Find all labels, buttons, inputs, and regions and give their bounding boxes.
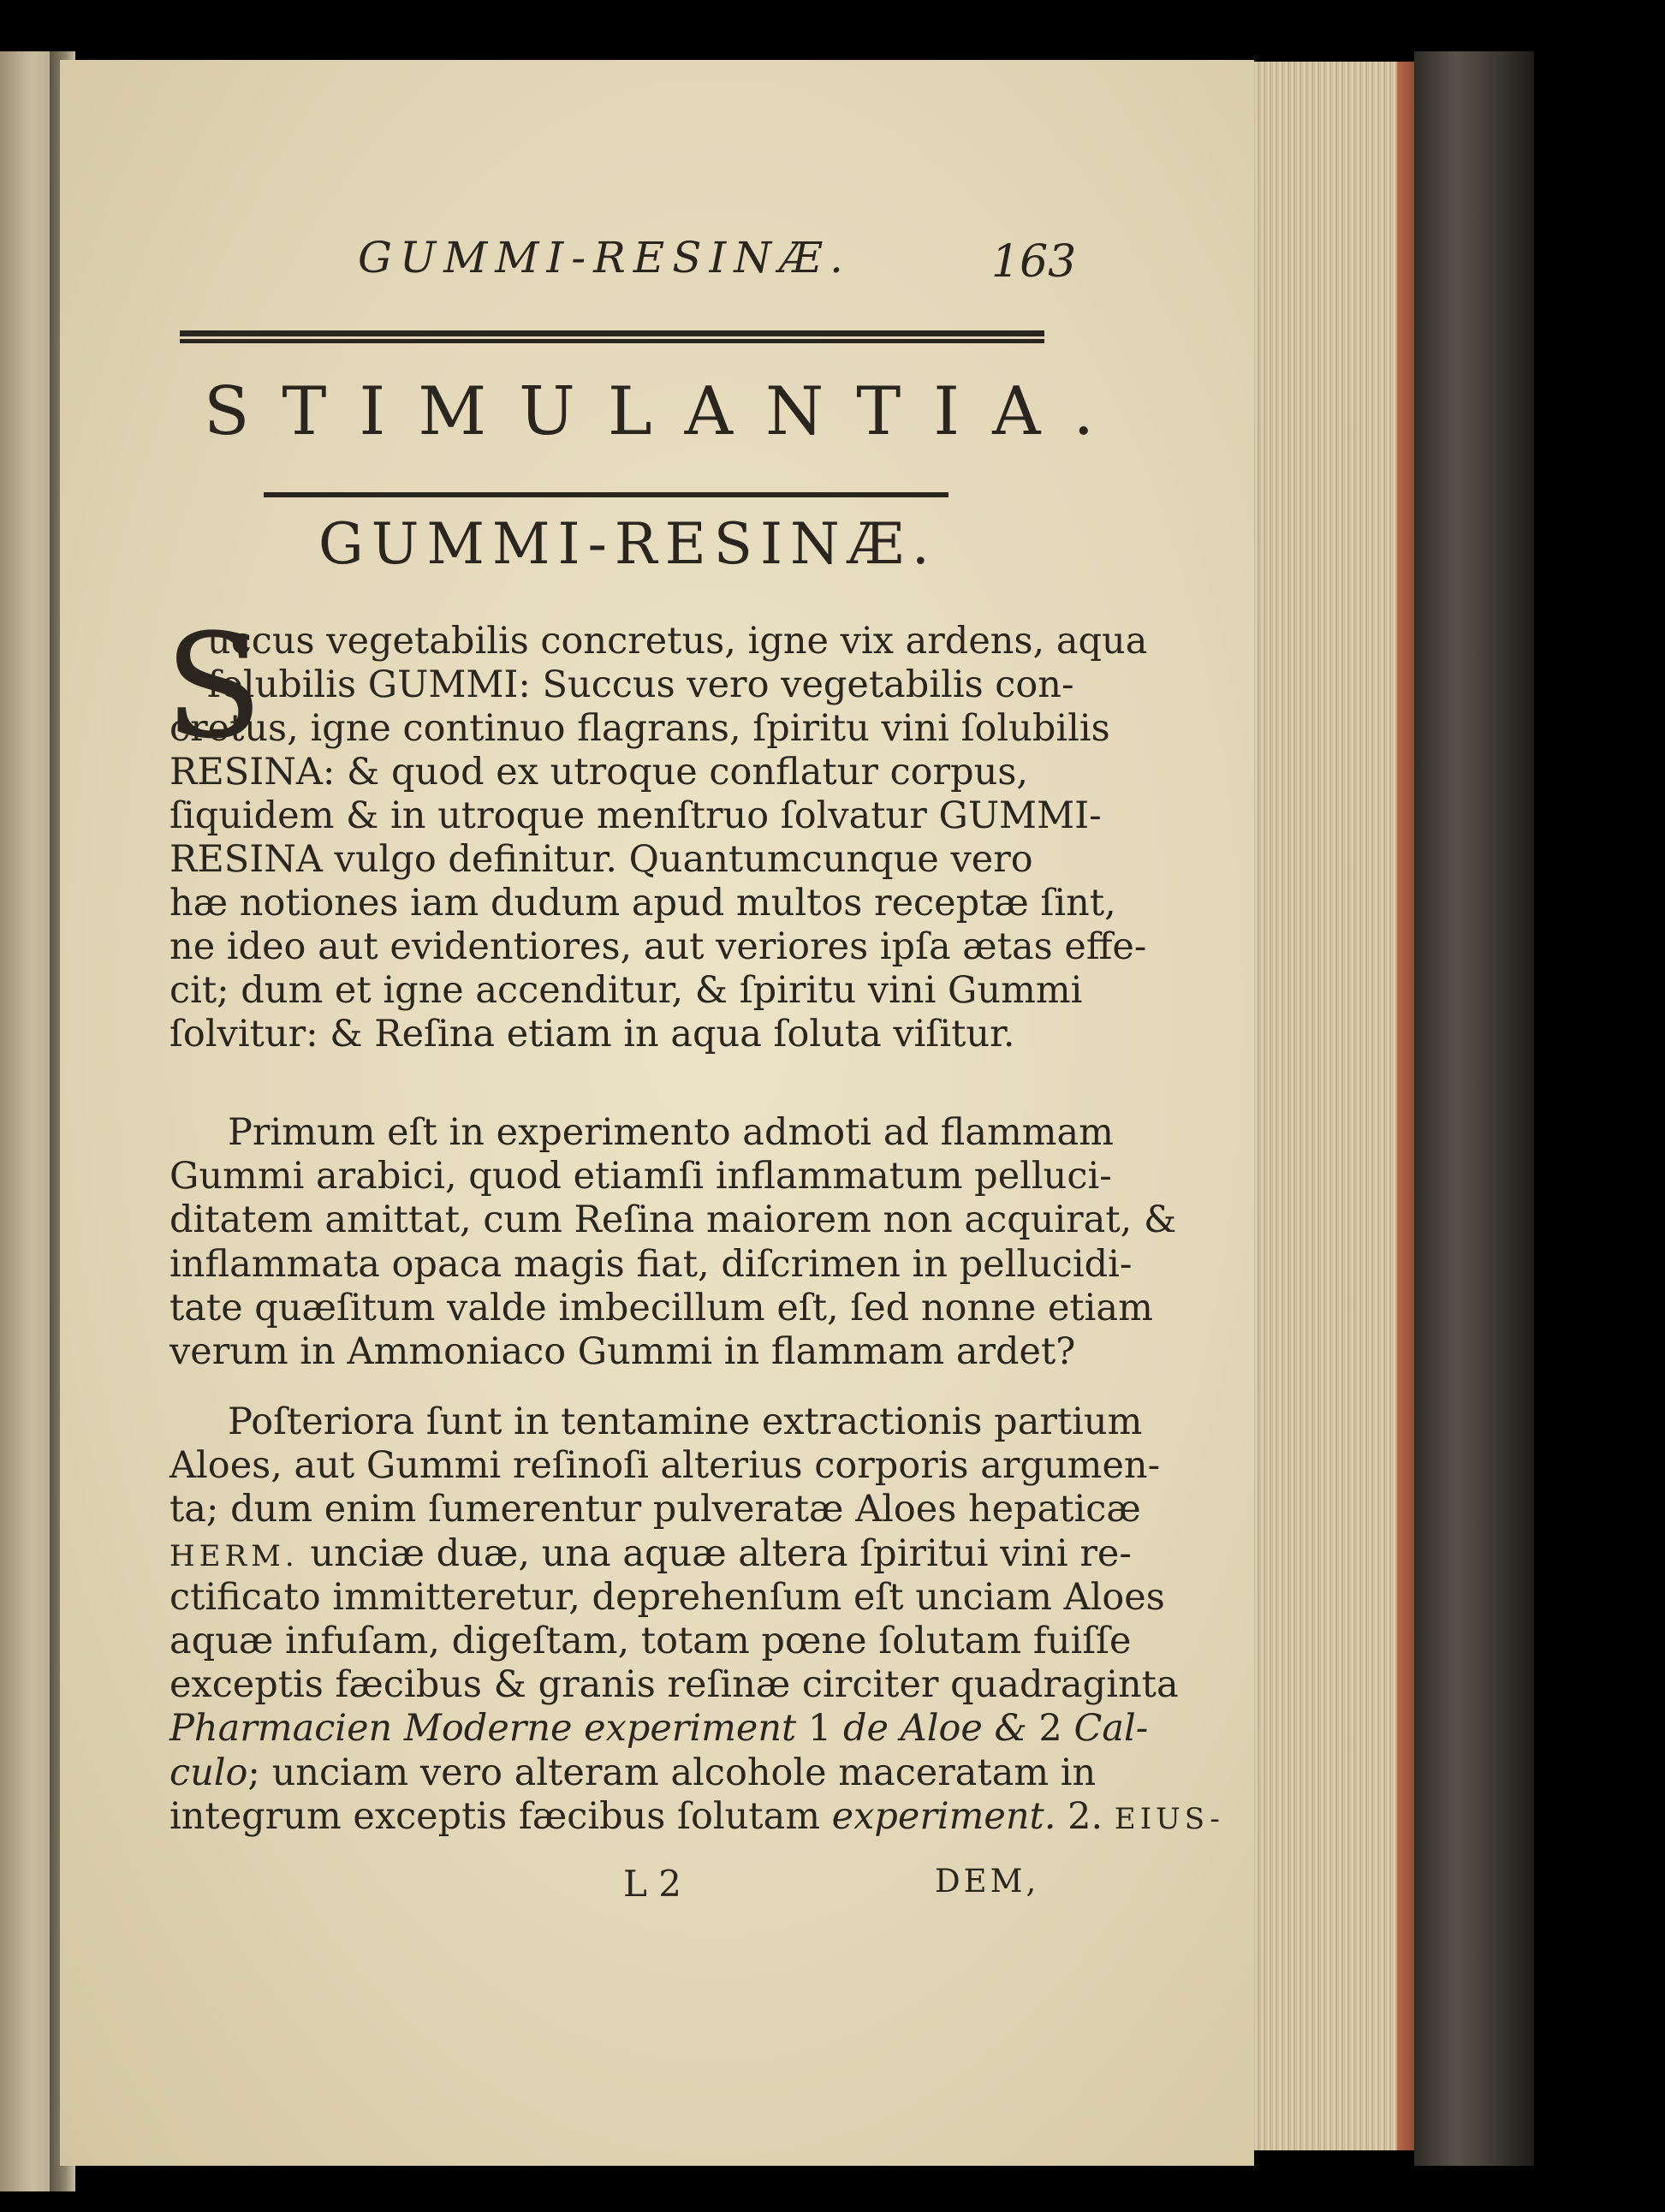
text-line: ditatem amittat, cum Reſina maiorem non acquirat, & — [169, 1198, 1177, 1242]
small-caps-word: EIUS- — [1114, 1801, 1224, 1836]
text-line: RESINA: & quod ex utroque conflatur corpus, — [169, 751, 1029, 794]
text-line: ctificato immitteretur, deprehenſum eſt unciam Aloes — [169, 1575, 1165, 1619]
text-line: inflammata opaca magis fiat, diſcrimen in pellucidi- — [169, 1242, 1133, 1286]
text-line — [169, 1707, 1224, 1751]
section-title: STIMULANTIA. — [204, 373, 1127, 450]
text-line: Gummi arabici, quod etiamſi inflammatum pelluci- — [169, 1155, 1112, 1198]
text-line: uccus vegetabilis concretus, igne vix ardens, aqua — [207, 620, 1148, 663]
text-line: Aloes, aut Gummi reſinoſi alterius corporis argumen- — [169, 1444, 1161, 1488]
text-run: ; unciam vero alteram alcohole maceratam in — [247, 1751, 1097, 1794]
catchword: DEM, — [935, 1863, 1040, 1900]
book-cover — [1414, 51, 1534, 2166]
text-run: unciæ duæ, una aquæ altera ſpiritui vini re- — [298, 1531, 1132, 1575]
paragraph-3 — [169, 1400, 1224, 1839]
signature-mark: L 2 — [623, 1863, 681, 1905]
title-rule — [264, 492, 948, 497]
text-run: 2 — [1038, 1707, 1062, 1751]
page-number: 163 — [991, 236, 1077, 288]
text-line — [169, 1751, 1224, 1795]
header-double-rule — [180, 330, 1044, 344]
text-line: cit; dum et igne accenditur, & ſpiritu vini Gummi — [169, 969, 1083, 1012]
text-line — [169, 1795, 1224, 1839]
text-line: ta; dum enim ſumerentur pulveratæ Aloes hepaticæ — [169, 1488, 1141, 1531]
text-line: ne ideo aut evidentiores, aut veriores ipſa ætas effe- — [169, 925, 1147, 968]
running-head: GUMMI-RESINÆ. — [358, 233, 851, 282]
small-caps-abbrev: HERM. — [169, 1538, 299, 1573]
red-page-edge — [1397, 62, 1416, 2150]
text-line: verum in Ammoniaco Gummi in flammam ardet? — [169, 1329, 1076, 1373]
text-line: ſolvitur: & Reſina etiam in aqua ſoluta viſitur. — [169, 1013, 1015, 1055]
citation-italic: Pharmacien Moderne experiment — [169, 1707, 797, 1751]
text-line: exceptis fæcibus & granis reſinæ circiter quadraginta — [169, 1663, 1179, 1707]
text-line: ſolubilis GUMMI: Succus vero vegetabilis con- — [207, 663, 1074, 706]
paragraph-1 — [169, 620, 1148, 1056]
text-line — [169, 1532, 1224, 1576]
drop-cap: S — [164, 603, 264, 770]
text-line: tate quæſitum valde imbecillum eſt, ſed nonne etiam — [169, 1286, 1153, 1329]
text-run: 1 — [796, 1707, 844, 1751]
citation-italic: Cal- — [1061, 1707, 1149, 1751]
text-run: 2. — [1055, 1794, 1115, 1838]
citation-italic: de Aloe & — [843, 1707, 1039, 1751]
page-block-edges — [1254, 62, 1412, 2150]
text-line: hæ notiones iam dudum apud multos receptæ ſint, — [169, 882, 1116, 925]
text-line: Poſteriora ſunt in tentamine extractionis partium — [228, 1400, 1143, 1443]
text-line: cretus, igne continuo flagrans, ſpiritu vini ſolubilis — [169, 707, 1110, 750]
text-run: integrum exceptis fæcibus ſolutam — [169, 1794, 832, 1838]
chapter-subtitle: GUMMI-RESINÆ. — [318, 511, 937, 577]
paragraph-2 — [169, 1111, 1176, 1374]
citation-italic: culo — [169, 1751, 248, 1794]
citation-italic: experiment. — [831, 1794, 1056, 1838]
text-line: Primum eſt in experimento admoti ad flammam — [228, 1111, 1114, 1154]
text-line: RESINA vulgo definitur. Quantumcunque vero — [169, 838, 1033, 881]
text-line: aquæ infuſam, digeſtam, totam pœne ſolutam fuiſſe — [169, 1619, 1132, 1662]
text-line: ſiquidem & in utroque menſtruo ſolvatur GUMMI- — [169, 794, 1102, 837]
